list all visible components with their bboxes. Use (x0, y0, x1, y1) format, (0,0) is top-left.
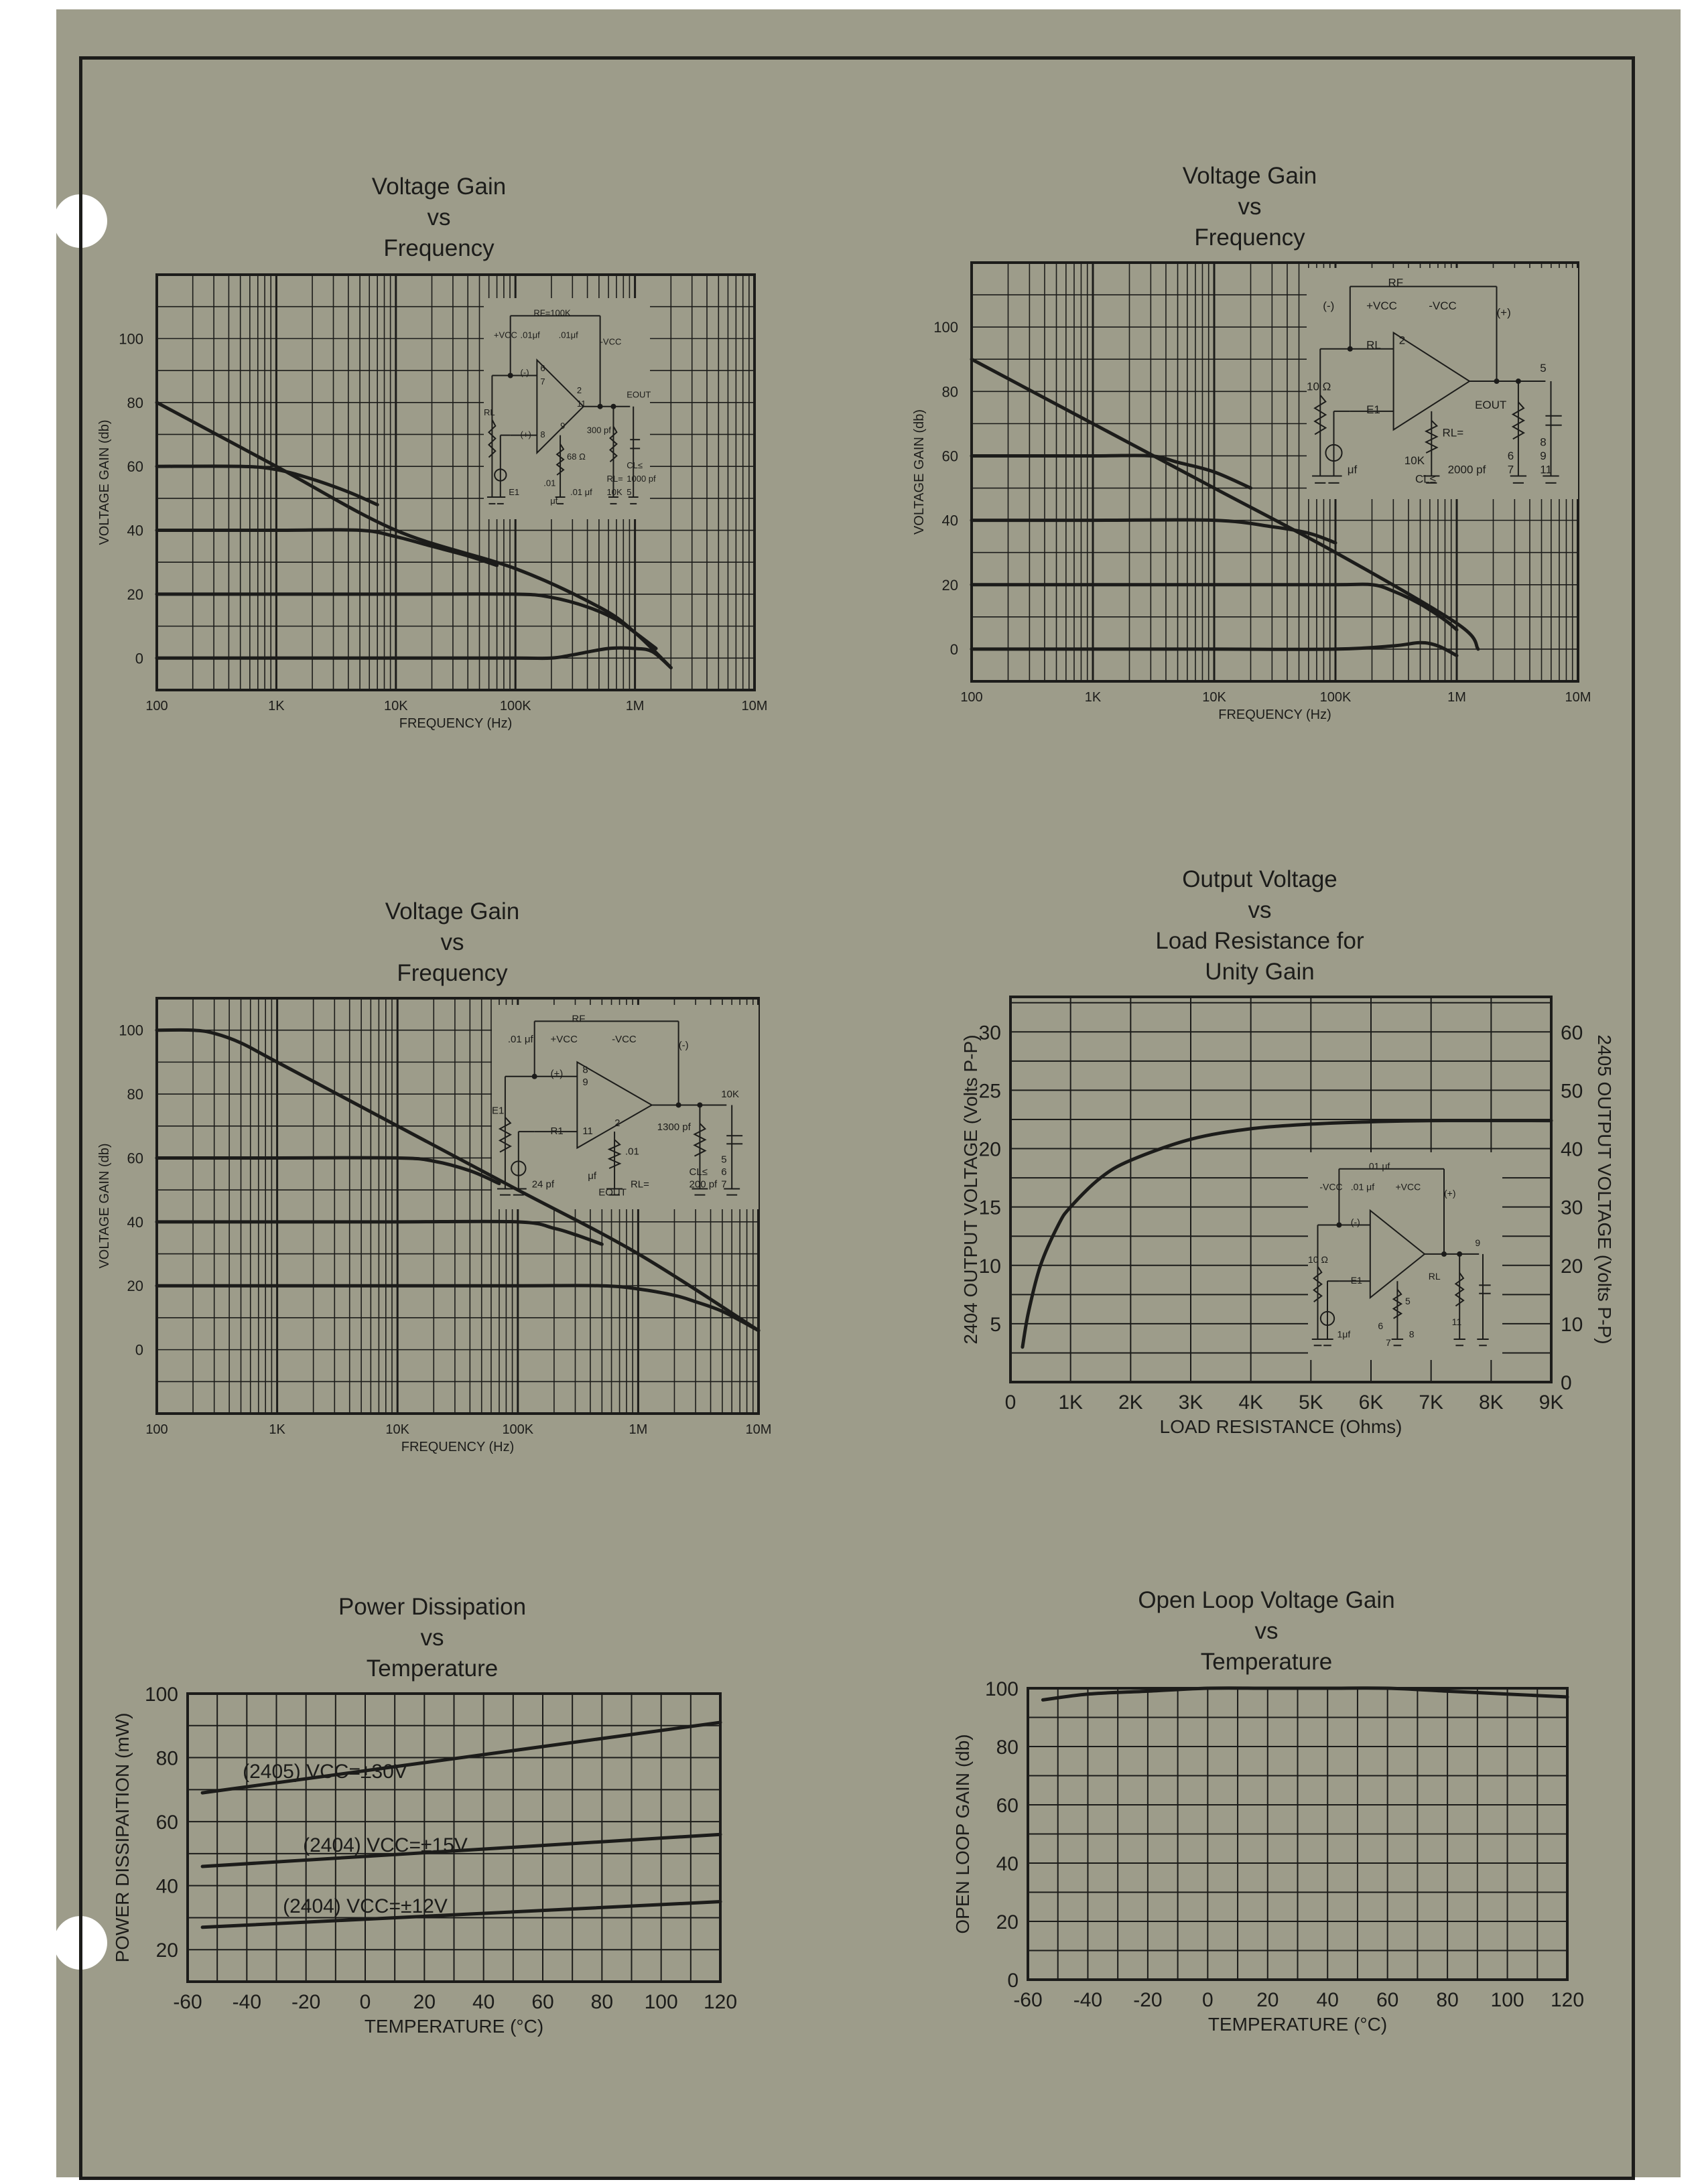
chart-6-title-line: Temperature (1200, 1649, 1333, 1675)
schematic-label: .01μf (558, 330, 578, 340)
y-tick-label: 20 (978, 1138, 1001, 1161)
schematic-label: E1 (492, 1105, 505, 1117)
schematic-label: EOUT (598, 1186, 627, 1199)
x-tick-label: -60 (173, 1991, 202, 2013)
y-tick-label: 80 (155, 1747, 178, 1770)
y-tick-label: 20 (996, 1911, 1019, 1933)
chart-2-title-line: Voltage Gain (1182, 163, 1317, 189)
x-tick-label: 80 (1436, 1989, 1459, 2011)
y-tick-label: 25 (978, 1080, 1001, 1103)
y-tick-label: 0 (135, 650, 143, 667)
y-tick-label: 40 (941, 512, 958, 529)
y2-tick-label: 60 (1561, 1022, 1583, 1044)
x-tick-label: 10M (741, 699, 768, 713)
schematic-label: 8 (582, 1064, 588, 1076)
schematic-label: EOUT (627, 389, 651, 400)
schematic-label: 2 (614, 1117, 620, 1129)
y-tick-label: 80 (996, 1736, 1019, 1759)
chart-4-title-line: vs (1248, 897, 1272, 923)
y-axis-label: OPEN LOOP GAIN (db) (952, 1734, 973, 1934)
y2-axis-label: 2405 OUTPUT VOLTAGE (Volts P-P) (1594, 1034, 1615, 1345)
schematic-label: 24 pf (531, 1178, 555, 1190)
y2-tick-label: 50 (1561, 1080, 1583, 1103)
y-tick-label: 80 (127, 394, 143, 411)
schematic-label: μf (588, 1170, 597, 1182)
schematic-label: .01 μf (1350, 1181, 1375, 1192)
schematic-label: .01μf (520, 330, 540, 340)
x-tick-label: 10K (384, 699, 408, 713)
y-tick-label: 60 (996, 1795, 1019, 1817)
schematic-label: (+) (1444, 1187, 1456, 1199)
schematic-label: 2 (1398, 334, 1406, 347)
x-tick-label: 10K (1202, 690, 1226, 705)
y-tick-label: 20 (941, 576, 958, 594)
schematic-label: 10K (721, 1089, 739, 1101)
schematic-label: R1 (550, 1125, 564, 1137)
y-tick-label: 60 (155, 1812, 178, 1834)
x-tick-label: 60 (531, 1991, 554, 2013)
y-tick-label: 0 (1007, 1970, 1019, 1992)
schematic-label: μf (1347, 463, 1358, 476)
x-tick-label: 3K (1178, 1391, 1203, 1414)
x-tick-label: 40 (1316, 1989, 1339, 2011)
x-tick-label: 100K (502, 1422, 534, 1437)
x-tick-label: 0 (359, 1991, 371, 2013)
x-tick-label: 20 (413, 1991, 436, 2013)
y-axis-label: 2404 OUTPUT VOLTAGE (Volts P-P) (960, 1034, 981, 1345)
schematic-label: 8 (1409, 1328, 1415, 1340)
schematic-label: -VCC (1429, 299, 1457, 312)
x-tick-label: 0 (1004, 1391, 1017, 1414)
chart-6-title-line: Open Loop Voltage Gain (1138, 1587, 1395, 1613)
x-axis-label: TEMPERATURE (°C) (364, 2016, 544, 2037)
schematic-label: 8 (1540, 435, 1547, 449)
x-tick-label: 10M (745, 1422, 772, 1437)
x-axis-label: TEMPERATURE (°C) (1207, 2014, 1388, 2035)
y-tick-label: 40 (127, 522, 143, 539)
x-tick-label: 1M (1447, 690, 1466, 705)
schematic-label: E1 (1350, 1275, 1362, 1286)
chart-2-title-line: vs (1238, 194, 1262, 220)
y-tick-label: 5 (990, 1313, 1001, 1336)
x-tick-label: 100 (1490, 1989, 1524, 2011)
schematic-label: 5 (1540, 361, 1547, 374)
chart-6-title-line: vs (1254, 1618, 1279, 1644)
schematic-label: -VCC (1319, 1181, 1343, 1192)
x-tick-label: 4K (1238, 1391, 1264, 1414)
schematic-label: 7 (540, 376, 545, 387)
x-tick-label: 2K (1118, 1391, 1143, 1414)
schematic-label: 5 (1405, 1296, 1411, 1306)
schematic-label: (-) (678, 1039, 689, 1051)
schematic-label: 11 (1540, 463, 1552, 476)
schematic-label: 10 Ω (1308, 1254, 1328, 1265)
y-tick-label: 100 (119, 330, 143, 348)
schematic-label: CL≤ (627, 460, 643, 471)
schematic-label: RF (1388, 276, 1404, 289)
x-tick-label: 9K (1539, 1391, 1564, 1414)
schematic-label: E1 (509, 486, 520, 497)
schematic-label: 6 (540, 363, 545, 373)
x-axis-label: FREQUENCY (Hz) (399, 716, 513, 731)
chart-1-title-line: Voltage Gain (371, 174, 507, 200)
x-tick-label: 0 (1201, 1989, 1214, 2011)
schematic-label: 1300 pf (657, 1121, 691, 1133)
schematic-label: (+) (1496, 306, 1511, 320)
schematic-label: 7 (1507, 463, 1514, 476)
y2-tick-label: 0 (1561, 1372, 1572, 1394)
y-tick-label: 60 (127, 1150, 143, 1167)
schematic-label: +VCC (1395, 1181, 1421, 1192)
x-tick-label: -40 (1073, 1989, 1103, 2011)
schematic-label: 10K (1404, 454, 1425, 467)
x-tick-label: 8K (1478, 1391, 1504, 1414)
y-tick-label: 40 (155, 1875, 178, 1898)
schematic-label: 11 (1451, 1316, 1462, 1327)
x-tick-label: 5K (1298, 1391, 1323, 1414)
y-tick-label: 0 (950, 640, 958, 658)
schematic-label: 5 (721, 1154, 727, 1166)
y-tick-label: 30 (978, 1022, 1001, 1044)
x-axis-label: FREQUENCY (Hz) (401, 1440, 515, 1454)
schematic-label: +VCC (550, 1033, 578, 1045)
schematic-label: 2000 pf (1447, 463, 1486, 476)
x-tick-label: 100 (960, 690, 983, 705)
y-tick-label: 60 (127, 458, 143, 476)
x-tick-label: 1K (268, 699, 285, 713)
y-tick-label: 100 (119, 1022, 143, 1039)
y-tick-label: 40 (996, 1853, 1019, 1875)
schematic-label: CL≤ (689, 1166, 708, 1178)
x-tick-label: 1M (625, 699, 645, 713)
series-label: (2404) VCC=±15V (303, 1834, 468, 1856)
chart-5-title-line: vs (420, 1625, 444, 1651)
x-tick-label: -60 (1013, 1989, 1043, 2011)
schematic-label: μf (550, 496, 558, 506)
chart-1-title-line: Frequency (383, 235, 495, 261)
x-tick-label: 6K (1358, 1391, 1384, 1414)
series-label: (2404) VCC=±12V (283, 1895, 448, 1917)
schematic-label: +VCC (493, 330, 517, 340)
schematic-label: (+) (550, 1068, 564, 1080)
y-tick-label: 20 (127, 586, 143, 603)
schematic-label: CL≤ (1415, 472, 1437, 486)
schematic-label: 11 (576, 398, 586, 409)
x-tick-label: 100 (145, 699, 168, 713)
schematic-label: 68 Ω (567, 452, 586, 462)
schematic-label: E1 (1366, 403, 1380, 416)
y2-tick-label: 40 (1561, 1138, 1583, 1161)
schematic-label: RL (1366, 338, 1381, 352)
chart-3-title-line: Frequency (397, 960, 508, 986)
schematic-label: +VCC (1366, 299, 1397, 312)
y-tick-label: 10 (978, 1255, 1001, 1278)
x-tick-label: 1K (1058, 1391, 1084, 1414)
schematic-label: 2 (576, 385, 582, 395)
y-axis-label: VOLTAGE GAIN (db) (97, 1143, 112, 1269)
x-tick-label: -20 (291, 1991, 321, 2013)
schematic-label: .01 μf (570, 486, 592, 497)
x-tick-label: 120 (703, 1991, 738, 2013)
x-tick-label: 100 (644, 1991, 678, 2013)
chart-4-title-line: Output Voltage (1182, 866, 1337, 892)
chart-4-title-line: Unity Gain (1205, 959, 1315, 985)
y2-tick-label: 10 (1561, 1313, 1583, 1336)
y-tick-label: 80 (941, 383, 958, 401)
x-tick-label: 40 (472, 1991, 495, 2013)
schematic-label: RF=100K (533, 308, 571, 318)
y-tick-label: 0 (135, 1341, 143, 1359)
schematic-label: 9 (1475, 1237, 1481, 1249)
schematic-label: 11 (582, 1125, 593, 1137)
schematic-label: RL (1428, 1270, 1441, 1282)
x-tick-label: 1M (629, 1422, 648, 1437)
y2-tick-label: 30 (1561, 1197, 1583, 1219)
schematic-label: 300 pf (586, 425, 611, 435)
schematic-label: 8 (540, 429, 545, 439)
y-tick-label: 100 (984, 1678, 1019, 1700)
schematic-label: .01 (625, 1146, 639, 1158)
schematic-label: .01 (543, 478, 556, 488)
schematic-label: 9 (582, 1076, 588, 1088)
y-axis-label: VOLTAGE GAIN (db) (97, 419, 112, 545)
x-axis-label: LOAD RESISTANCE (Ohms) (1159, 1416, 1402, 1437)
schematic-label: (+) (520, 429, 531, 439)
y-axis-label: POWER DISSIPAITION (mW) (112, 1712, 133, 1963)
schematic-label: 6 (721, 1166, 727, 1178)
schematic-label: EOUT (1475, 399, 1507, 412)
x-axis-label: FREQUENCY (Hz) (1218, 707, 1331, 722)
y-tick-label: 20 (127, 1278, 143, 1295)
schematic-label: 7 (721, 1178, 727, 1190)
x-tick-label: -40 (232, 1991, 262, 2013)
y-tick-label: 40 (127, 1213, 143, 1231)
chart-5-title-line: Power Dissipation (338, 1594, 527, 1620)
x-tick-label: 10K (385, 1422, 409, 1437)
y-tick-label: 80 (127, 1086, 143, 1103)
x-tick-label: 120 (1550, 1989, 1585, 2011)
schematic-label: 200 pf (689, 1178, 718, 1190)
x-tick-label: 20 (1256, 1989, 1279, 2011)
y-axis-label: VOLTAGE GAIN (db) (912, 409, 927, 535)
schematic-label: RL= (1442, 426, 1464, 439)
y-tick-label: 100 (144, 1684, 178, 1706)
schematic-label: -VCC (600, 336, 622, 347)
schematic-label: 9 (560, 420, 566, 431)
x-tick-label: -20 (1133, 1989, 1163, 2011)
schematic-label: .01 μf (507, 1033, 533, 1045)
schematic-label: 1μf (1337, 1328, 1351, 1340)
y-tick-label: 20 (155, 1939, 178, 1962)
series-line (1043, 1688, 1567, 1700)
schematic-label: RL= (606, 474, 623, 484)
schematic-label: (-) (1350, 1217, 1360, 1228)
chart-4-title-line: Load Resistance for (1155, 928, 1364, 954)
schematic-label: RL= (630, 1178, 649, 1190)
chart-1-title-line: vs (427, 204, 451, 230)
x-tick-label: 1K (269, 1422, 285, 1437)
chart-2-title-line: Frequency (1194, 224, 1305, 251)
x-tick-label: 1K (1084, 690, 1102, 705)
x-tick-label: 80 (590, 1991, 614, 2013)
schematic-label: 6 (1507, 450, 1514, 462)
schematic-label: (-) (520, 367, 529, 378)
y-tick-label: 15 (978, 1197, 1001, 1219)
y-tick-label: 60 (941, 448, 958, 465)
schematic-label: 10 Ω (1307, 380, 1331, 393)
schematic-label: 10K (606, 486, 623, 497)
schematic-label: RF (572, 1013, 586, 1025)
series-label: (2405) VCC=±30V (243, 1761, 407, 1783)
schematic-label: RL (484, 407, 495, 417)
x-tick-label: 7K (1419, 1391, 1444, 1414)
chart-3-title-line: Voltage Gain (385, 898, 520, 925)
schematic-label: 9 (1540, 450, 1547, 462)
x-tick-label: 10M (1565, 690, 1591, 705)
chart-3-title-line: vs (440, 929, 464, 955)
schematic-label: 5 (627, 486, 632, 497)
y2-tick-label: 20 (1561, 1255, 1583, 1278)
schematic-label: -VCC (612, 1033, 637, 1045)
y-tick-label: 100 (933, 319, 958, 336)
schematic-label: (-) (1323, 299, 1335, 312)
schematic-label: 6 (1378, 1320, 1384, 1332)
x-tick-label: 100 (145, 1422, 168, 1437)
schematic-label: 7 (1386, 1337, 1391, 1348)
x-tick-label: 100K (499, 699, 531, 713)
x-tick-label: 100K (1319, 690, 1352, 705)
x-tick-label: 60 (1376, 1989, 1399, 2011)
schematic-label: .01 μf (1366, 1160, 1390, 1172)
chart-5-title-line: Temperature (366, 1655, 499, 1682)
schematic-label: 1000 pf (627, 474, 656, 484)
